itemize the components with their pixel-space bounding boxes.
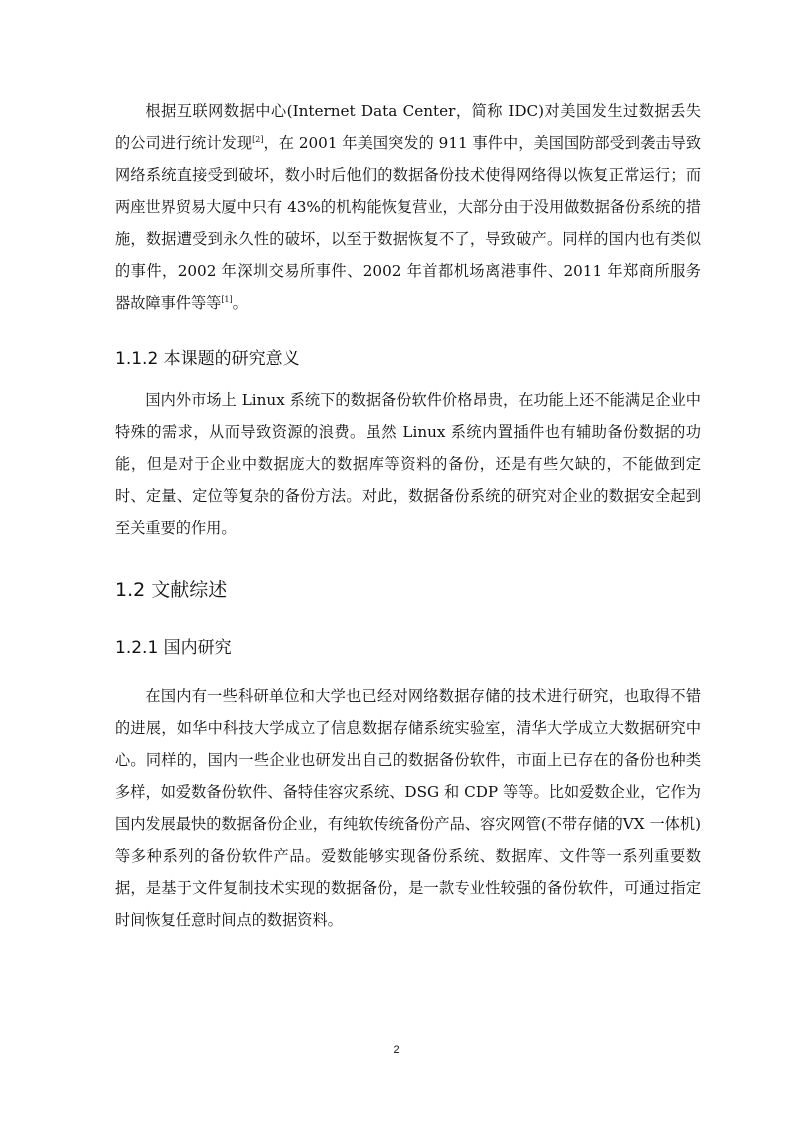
section-heading-1-2-1: 1.2.1 国内研究 [115, 638, 232, 658]
section-heading-1-1-2: 1.1.2 本课题的研究意义 [115, 349, 300, 369]
paragraph-domestic-research: 在国内有一些科研单位和大学也已经对网络数据存储的技术进行研究，也取得不错的进展，如华中科技大学成立了信息数据存储系统实验室，清华大学成立大数据研究中心。同样的，国内一些企业也研发出自己的数据备份软件，市面上已存在的备份也种类多样，如爱数备份软件、备特佳容灾系统、DSG 和 CDP 等等。比如爱数企业，它作为国内发展最快的数据备份企业，有纯软传统备份产品、容灾网管(不带存储的VX 一体机)等多种系列的备份软件产品。爱数能够实现备份系统、数据库、文件等一系列重要数据，是基于文件复制技术实现的数据备份，是一款专业性较强的备份软件，可通过指定时间恢复任意时间点的数据资料。 [115, 687, 701, 929]
page-number: 2 [393, 1044, 400, 1056]
paragraph-text: 根据互联网数据中心(Internet Data Center，简称 IDC)对美国发生过数据丢失的公司进行统计发现 [115, 102, 701, 152]
paragraph-text: ，在 2001 年美国突发的 911 事件中，美国国防部受到袭击导致网络系统直接受到破坏，数小时后他们的数据备份技术使得网络得以恢复正常运行；而两座世界贸易大厦中只有 43%的机构能恢复营业，大部分由于没用做数据备份系统的措施，数据遭受到永久性的破坏，以至于数据恢复不了，导致破产。同样的国内也有类似的事件，2002 年深圳交易所事件、2002 年首都机场离港事件、2011 年郑商所服务器故障事件等等 [115, 134, 702, 312]
citation-marker: [2] [252, 134, 264, 144]
citation-marker: [1] [221, 294, 233, 304]
section-heading-1-2: 1.2 文献综述 [115, 579, 228, 601]
paragraph-research-significance: 国内外市场上 Linux 系统下的数据备份软件价格昂贵，在功能上还不能满足企业中特殊的需求，从而导致资源的浪费。虽然 Linux 系统内置插件也有辅助备份数据的功能，但是对于企业中数据庞大的数据库等资料的备份，还是有些欠缺的，不能做到定时、定量、定位等复杂的备份方法。对此，数据备份系统的研究对企业的数据安全起到至关重要的作用。 [115, 391, 701, 537]
paragraph-text: 。 [232, 294, 248, 312]
paragraph-idc-statistics [115, 95, 701, 319]
